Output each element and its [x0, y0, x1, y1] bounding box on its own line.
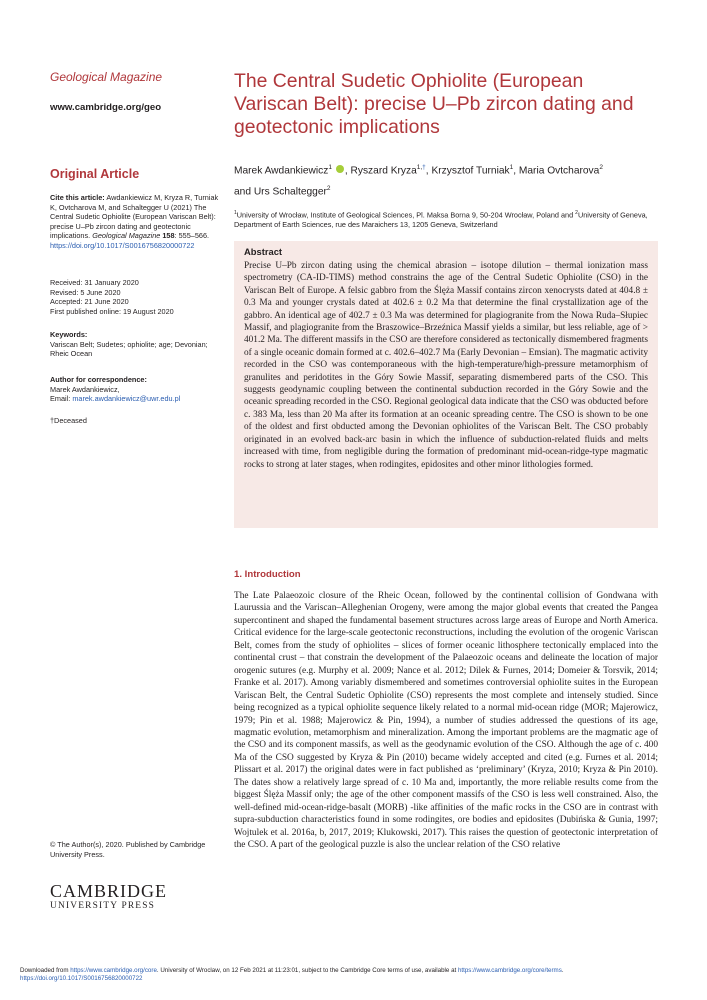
copyright-notice: © The Author(s), 2020. Published by Cambridge University Press. — [50, 840, 206, 859]
orcid-icon[interactable] — [336, 165, 344, 173]
logo-line-1: CAMBRIDGE — [50, 881, 168, 901]
date-published: First published online: 19 August 2020 — [50, 306, 174, 316]
corr-name: Marek Awdankiewicz, — [50, 384, 120, 394]
date-received: Received: 31 January 2020 — [50, 278, 139, 287]
keywords-label: Keywords: — [50, 330, 88, 339]
deceased-note: †Deceased — [50, 416, 87, 425]
author-affil-sup: 2 — [326, 185, 331, 193]
corr-email-label: Email: — [50, 394, 73, 404]
author-name: Marek Awdankiewicz — [234, 165, 329, 177]
introduction-text: The Late Palaeozoic closure of the Rheic Ocean, followed by the continental collision of Gondwana with Laurussia and the Variscan–Alleghenian Orogeny, were among the major global events that created the Pangea supercontinent and shaped the fundamental basement structures across large areas of Europe and North America. Critical evidence for the large-scale geotectonic reconstructions, including the evolution of the orogenic Variscan Belt, comes from the study of ophiolites – slices of former oceanic lithosphere tectonically emplaced into the continental crust – that constrain the development of the Palaeozoic oceans and delineate the location of major orogenic sutures (e.g. Murphy et al. 2009; Nance et al. 2012; Dilek & Furnes, 2014; Domeier & Torsvik, 2014; Franke et al. 2017). Among variably dismembered and sometimes controversial ophiolite suites in the European Variscan Belt, the Central Sudetic Ophiolite (CSO) represents the most complete and intensely studied. Since being recognized as a typical ophiolite sequence likely related to a normal mid-ocean ridge (MOR; Majerowicz, 1979; Pin et al. 1988; Majerowicz & Pin, 1994), a number of studies addressed the questions of its age, magmatic evolution, metamorphism and mineralization. Among the important problems are the magmatic age of the CSO and its component massifs, as well as the geodynamic evolution of the CSO. Although the age of c. 400 Ma of the CSO suggested by Kryza & Pin (2010) became widely accepted and cited (e.g. Furnes et al. 2014; Plissart et al. 2017) the original dates were in fact published as ‘preliminary’ (Kryza, 2010; Kryza & Pin 2010). The dates show a relatively large spread of c. 10 Ma and, importantly, the more reliable results come from the biggest Ślęża Massif only; the age of the other component massifs of the CSO is less well constrained. Also, the well-defined mid-ocean-ridge-basalt (MORB) -like affinities of the mafic rocks in the CSO are in contrast with supra-subduction characteristics found in some rodingites, ore bodies and epidosites (Dubińska & Gunia, 1997; Wojtulek et al. 2016a, b, 2017, 2019; Klukowski, 2017). This raises the question of geotectonic interpretation of the CSO. A part of the geological puzzle is also the unclear relation of the CSO relative — [234, 591, 658, 851]
footer-text-1: Downloaded from — [20, 967, 71, 974]
article-type: Original Article — [50, 167, 140, 181]
footer-text-2: . University of Wroclaw, on 12 Feb 2021 at 11:23:01, subject to the Cambridge Core terms of use, available at — [156, 967, 458, 974]
footer-terms-link[interactable]: https://www.cambridge.org/core/terms — [457, 967, 562, 974]
dagger-mark: † — [422, 164, 426, 171]
author-affil-sup: 1 — [328, 164, 332, 171]
date-accepted: Accepted: 21 June 2020 — [50, 297, 129, 307]
journal-url-link[interactable]: www.cambridge.org/geo — [50, 102, 162, 113]
author-name: Maria Ovtcharova — [518, 165, 600, 177]
publication-dates — [50, 278, 222, 316]
journal-name: Geological Magazine — [50, 70, 163, 84]
download-footer — [20, 967, 700, 984]
footer-doi-link[interactable]: https://doi.org/10.1017/S0016756820000722 — [20, 975, 143, 983]
affiliation-1: University of Wrocław, Institute of Geological Sciences, Pl. Maksa Borna 9, 50-204 Wrocław, Poland and — [236, 210, 576, 220]
cite-doi-link[interactable]: https://doi.org/10.1017/S0016756820000722 — [50, 240, 195, 250]
cambridge-logo — [50, 882, 180, 911]
footer-text-3: . — [561, 967, 564, 974]
author-list: Marek Awdankiewicz$^1$ , Ryszard Kryza$^{1,\dagger}$, Krzysztof Turniak$^1$, Maria Ovtcharova$^2$ and Urs Schaltegger$^2$ — [234, 164, 603, 198]
sidebar — [50, 70, 222, 113]
cite-text: Awdankiewicz M, Kryza R, Turniak K, Ovtcharova M, and Schaltegger U (2021) The Central Sudetic Ophiolite (European Variscan Belt): precise U–Pb zircon dating and geotectonic implications. — [50, 193, 219, 241]
keywords-list: Variscan Belt; Sudetes; ophiolite; age; Devonian; Rheic Ocean — [50, 339, 208, 359]
citation-block — [50, 193, 222, 251]
corr-email-link[interactable]: marek.awdankiewicz@uwr.edu.pl — [72, 394, 181, 404]
author-name: Urs Schaltegger — [253, 186, 327, 198]
cite-volume: 158 — [162, 231, 175, 241]
abstract-text: Precise U–Pb zircon dating using the chemical abrasion – isotope dilution – thermal ionization mass spectrometry (CA-ID-TIMS) method constrains the age of the Central Sudetic Ophiolite (CSO) in the Variscan Belt of Europe. A felsic gabbro from the Ślęża Massif contains zircon xenocrysts dated at 404.8 ± 0.3 Ma and younger crystals dated at 402.6 ± 0.2 Ma that determine the final crystallization age of the gabbro. An identical age of 402.7 ± 0.3 Ma was determined for plagiogranite from the Nowa Ruda–Słupiec Massif, and plagiogranite from the Braszowice–Brzeźnica Massif yields a similar, but less reliable, age of > 401.2 Ma. The different massifs in the CSO are therefore considered as tectonically dismembered fragments of a single oceanic domain formed at c. 402.6–402.7 Ma (Early Devonian – Emsian). The magmatic activity recorded in the CSO was contemporaneous with the high-temperature/high-pressure metamorphism of granulites and peridotites in the Góry Sowie Massif, separating dismembered parts of the CSO. This suggests geodynamic coupling between the continental subduction recorded in the Góry Sowie and the oceanic spreading recorded in the CSO. Regional geological data indicate that the CSO was obducted before c. 383 Ma, less than 20 Ma after its formation at an oceanic spreading centre. The CSO is shown to be one of the oldest and first obducted among the Devonian ophiolites of the Variscan Belt. The CSO probably originated in an evolved back-arc basin in which the influence of subduction-related fluids and melts increased with time, from negligible during the formation of predominant mid-ocean-ridge-type magmatic rocks to strong at later stages, when rodingites, epidosites and other minor lithologies formed. — [244, 261, 648, 470]
author-name: Krzysztof Turniak — [431, 165, 510, 177]
date-revised: Revised: 5 June 2020 — [50, 287, 121, 297]
footer-core-link[interactable]: https://www.cambridge.org/core — [70, 967, 157, 974]
abstract-box — [234, 241, 658, 528]
cite-journal: Geological Magazine — [92, 231, 161, 241]
cite-pages: : 555–566. — [174, 231, 210, 241]
author-name: Ryszard Kryza — [350, 165, 417, 177]
corr-label: Author for correspondence: — [50, 375, 147, 384]
logo-line-2: UNIVERSITY PRESS — [50, 901, 156, 911]
keywords-block — [50, 330, 222, 359]
abstract-heading: Abstract — [244, 246, 283, 257]
affiliation-2: University of Geneva, Department of Earth Sciences, rue des Maraichers 13, 1205 Geneva, Switzerland — [234, 210, 648, 230]
section-heading: 1. Introduction — [234, 569, 301, 580]
article-title: The Central Sudetic Ophiolite (European Variscan Belt): precise U–Pb zircon dating and geotectonic implications — [234, 70, 634, 138]
author-affil-sup: 2 — [599, 164, 603, 171]
author-affil-sup: 1 — [509, 164, 514, 171]
correspondence-block — [50, 375, 222, 404]
cite-label: Cite this article: — [50, 193, 105, 202]
affiliations: $^1$University of Wrocław, Institute of Geological Sciences, Pl. Maksa Borna 9, 50-204 Wrocław, Poland and $^2$University of Geneva, Department of Earth Sciences, rue des Maraichers 13, 1205 Geneva, Switzerland — [234, 210, 648, 230]
author-affil-sup: 1, — [416, 164, 423, 171]
